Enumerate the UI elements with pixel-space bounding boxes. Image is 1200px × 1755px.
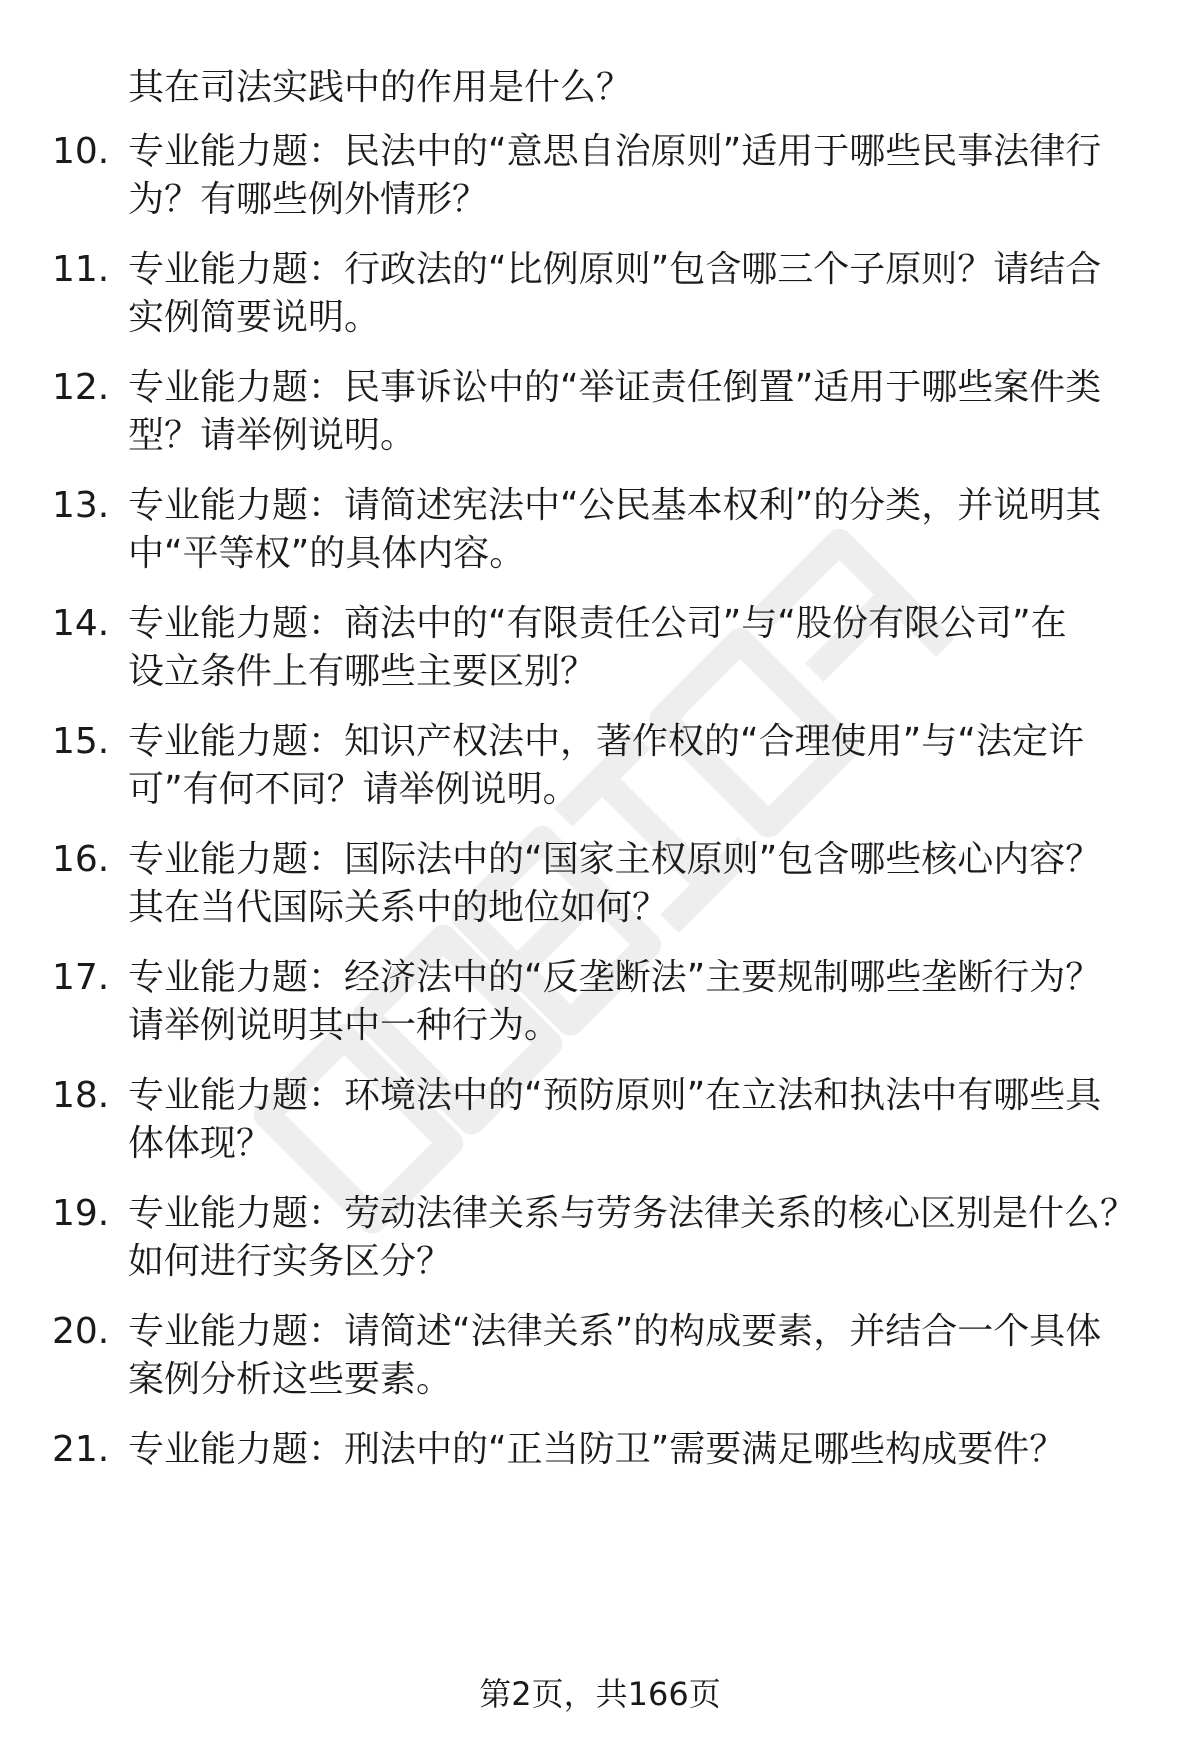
question-text: 专业能力题：民事诉讼中的“举证责任倒置”适用于哪些案件类 型？请举例说明。 xyxy=(128,367,1102,456)
question-text: 专业能力题：环境法中的“预防原则”在立法和执法中有哪些具 体体现？ xyxy=(128,1075,1102,1164)
question-number: 15. xyxy=(52,721,110,762)
question-number: 19. xyxy=(52,1193,110,1234)
question-text: 专业能力题：劳动法律关系与劳务法律关系的核心区别是什么？ 如何进行实务区分？ xyxy=(128,1193,1137,1282)
question-text: 专业能力题：国际法中的“国家主权原则”包含哪些核心内容？ 其在当代国际关系中的地位如何？ xyxy=(128,839,1102,928)
question-text: 专业能力题：请简述宪法中“公民基本权利”的分类，并说明其 中“平等权”的具体内容。 xyxy=(128,485,1102,574)
question-number: 12. xyxy=(52,367,110,408)
question-number: 21. xyxy=(52,1429,110,1470)
question-text: 专业能力题：行政法的“比例原则”包含哪三个子原则？请结合 实例简要说明。 xyxy=(128,249,1102,338)
page-number-footer: 第2页，共166页 xyxy=(479,1675,721,1713)
question-text: 专业能力题：请简述“法律关系”的构成要素，并结合一个具体 案例分析这些要素。 xyxy=(128,1311,1102,1400)
question-number: 16. xyxy=(52,839,110,880)
question-number: 10. xyxy=(52,131,110,172)
question-number: 11. xyxy=(52,249,110,290)
question-text: 专业能力题：知识产权法中，著作权的“合理使用”与“法定许 可”有何不同？请举例说明。 xyxy=(128,721,1084,810)
question-text: 专业能力题：刑法中的“正当防卫”需要满足哪些构成要件？ xyxy=(128,1429,1066,1470)
question-text: 其在司法实践中的作用是什么？ xyxy=(128,67,633,108)
question-number: 13. xyxy=(52,485,110,526)
question-number: 17. xyxy=(52,957,110,998)
question-number: 14. xyxy=(52,603,110,644)
question-text: 专业能力题：商法中的“有限责任公司”与“股份有限公司”在 设立条件上有哪些主要区别？ xyxy=(128,603,1067,692)
question-text: 专业能力题：民法中的“意思自治原则”适用于哪些民事法律行 为？有哪些例外情形？ xyxy=(128,131,1102,220)
question-number: 18. xyxy=(52,1075,110,1116)
question-text: 专业能力题：经济法中的“反垄断法”主要规制哪些垄断行为？ 请举例说明其中一种行为。 xyxy=(128,957,1102,1046)
question-number: 20. xyxy=(52,1311,110,1352)
